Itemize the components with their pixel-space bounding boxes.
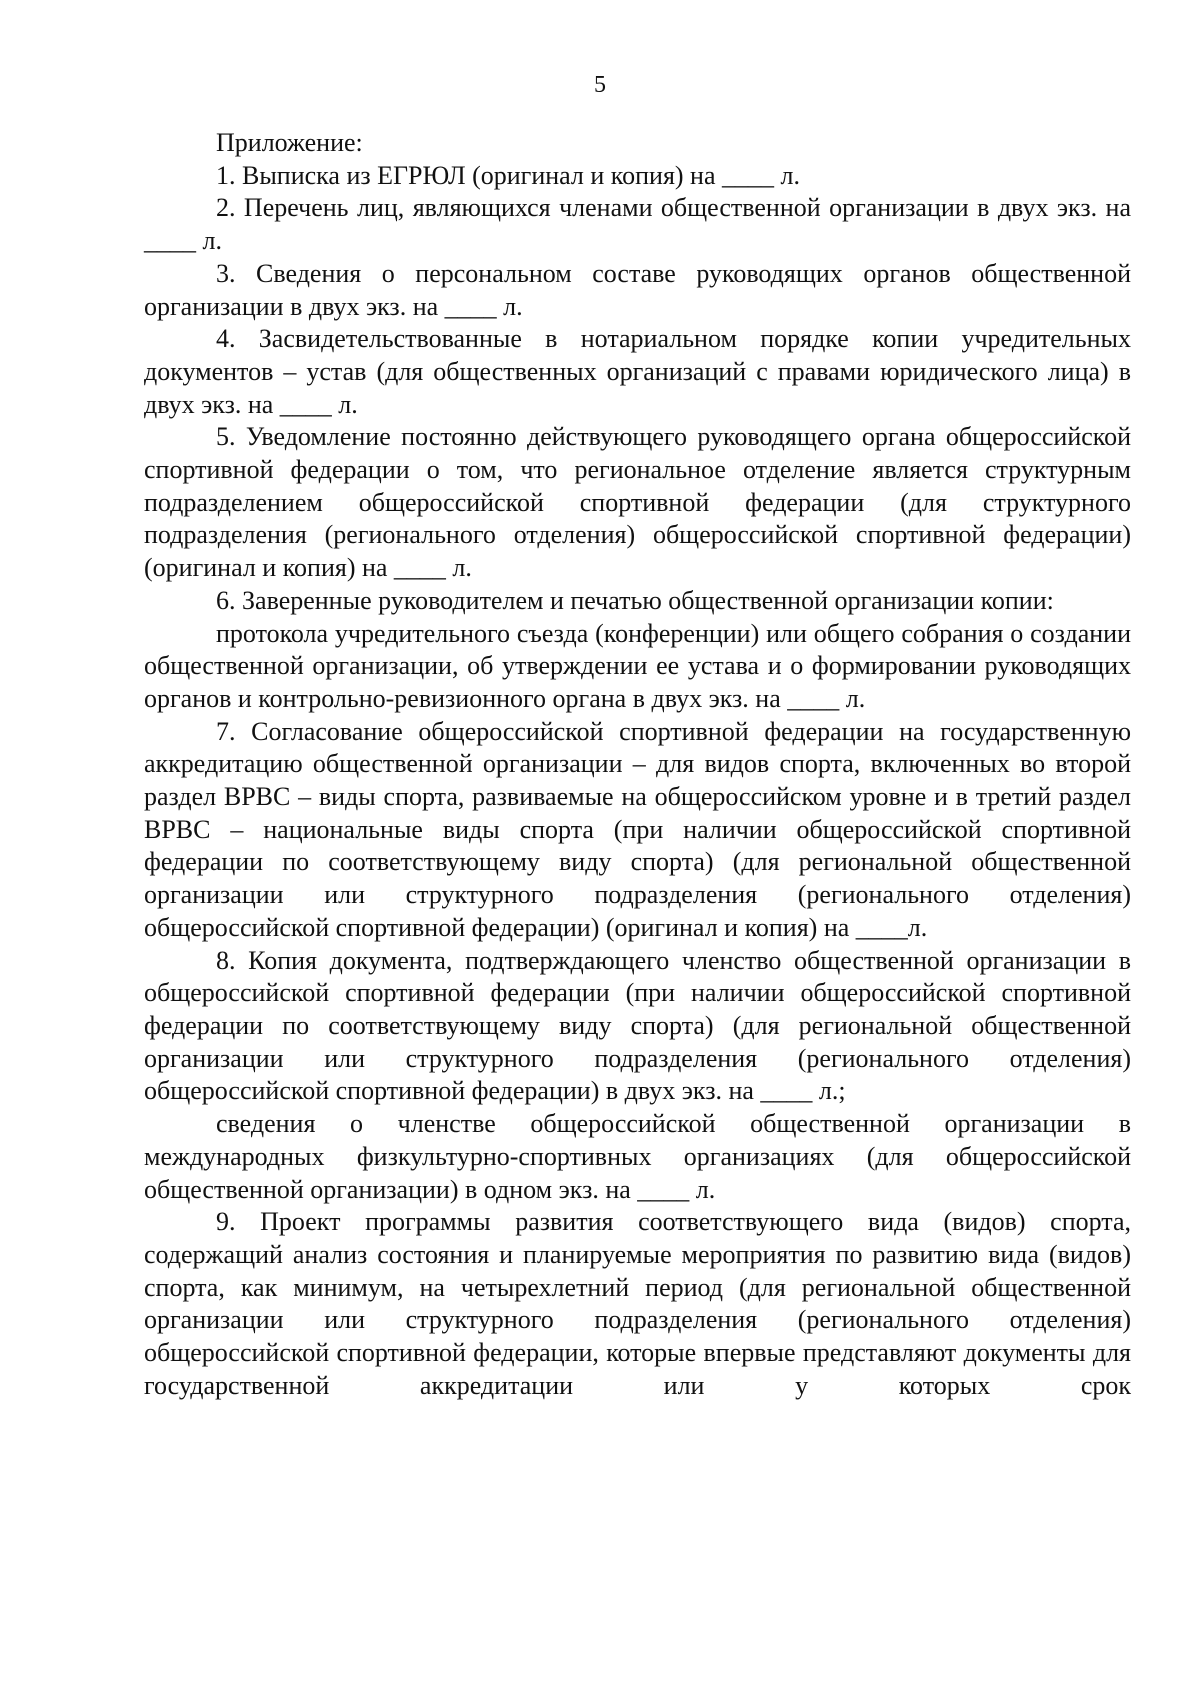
document-body <box>144 127 1131 1402</box>
paragraph-item-6: 6. Заверенные руководителем и печатью общественной организации копии: <box>216 585 1054 615</box>
paragraph-item-8-membership: сведения о членстве общероссийской общественной организации в международных физкультурно-спортивных организациях (для общероссийской общественной организации) в одном экз. на ____ л. <box>144 1109 1131 1204</box>
paragraph-item-8: 8. Копия документа, подтверждающего членство общественной организации в общероссийской спортивной федерации (при наличии общероссийской спортивной федерации по соответствующему виду спорта) (для региональной общественной организации или структурного подразделения (регионального отделения) общероссийской спортивной федерации) в двух экз. на ____ л.; <box>144 945 1131 1106</box>
page-number: 5 <box>594 72 606 98</box>
paragraph-item-2: 2. Перечень лиц, являющихся членами общественной организации в двух экз. на ____ л. <box>144 193 1131 256</box>
paragraph-item-1: 1. Выписка из ЕГРЮЛ (оригинал и копия) на ____ л. <box>216 160 800 190</box>
attachment-heading: Приложение: <box>216 128 363 157</box>
paragraph-item-3: 3. Сведения о персональном составе руководящих органов общественной организации в двух экз. на ____ л. <box>144 258 1131 321</box>
paragraph-item-5: 5. Уведомление постоянно действующего руководящего органа общероссийской спортивной федерации о том, что региональное отделение является структурным подразделением общероссийской спортивной федерации (для структурного подразделения (регионального отделения) общероссийской спортивной федерации) (оригинал и копия) на ____ л. <box>144 422 1131 583</box>
paragraph-item-9: 9. Проект программы развития соответствующего вида (видов) спорта, содержащий анализ состояния и планируемые мероприятия по развитию вида (видов) спорта, как минимум, на четырехлетний период (для региональной общественной организации или структурного подразделения (регионального отделения) общероссийской спортивной федерации, которые впервые представляют документы для государственной аккредитации или у которых срок <box>144 1207 1131 1400</box>
paragraph-item-6-protocol: протокола учредительного съезда (конференции) или общего собрания о создании общественной организации, об утверждении ее устава и о формировании руководящих органов и контрольно-ревизионного органа в двух экз. на ____ л. <box>144 618 1131 713</box>
paragraph-item-7: 7. Согласование общероссийской спортивной федерации на государственную аккредитацию общественной организации – для видов спорта, включенных во второй раздел ВРВС – виды спорта, развиваемые на общероссийском уровне и в третий раздел ВРВС – национальные виды спорта (при наличии общероссийской спортивной федерации по соответствующему виду спорта) (для региональной общественной организации или структурного подразделения (регионального отделения) общероссийской спортивной федерации) (оригинал и копия) на ____л. <box>144 716 1131 942</box>
paragraph-item-4: 4. Засвидетельствованные в нотариальном порядке копии учредительных документов – устав (для общественных организаций с правами юридического лица) в двух экз. на ____ л. <box>144 324 1131 419</box>
